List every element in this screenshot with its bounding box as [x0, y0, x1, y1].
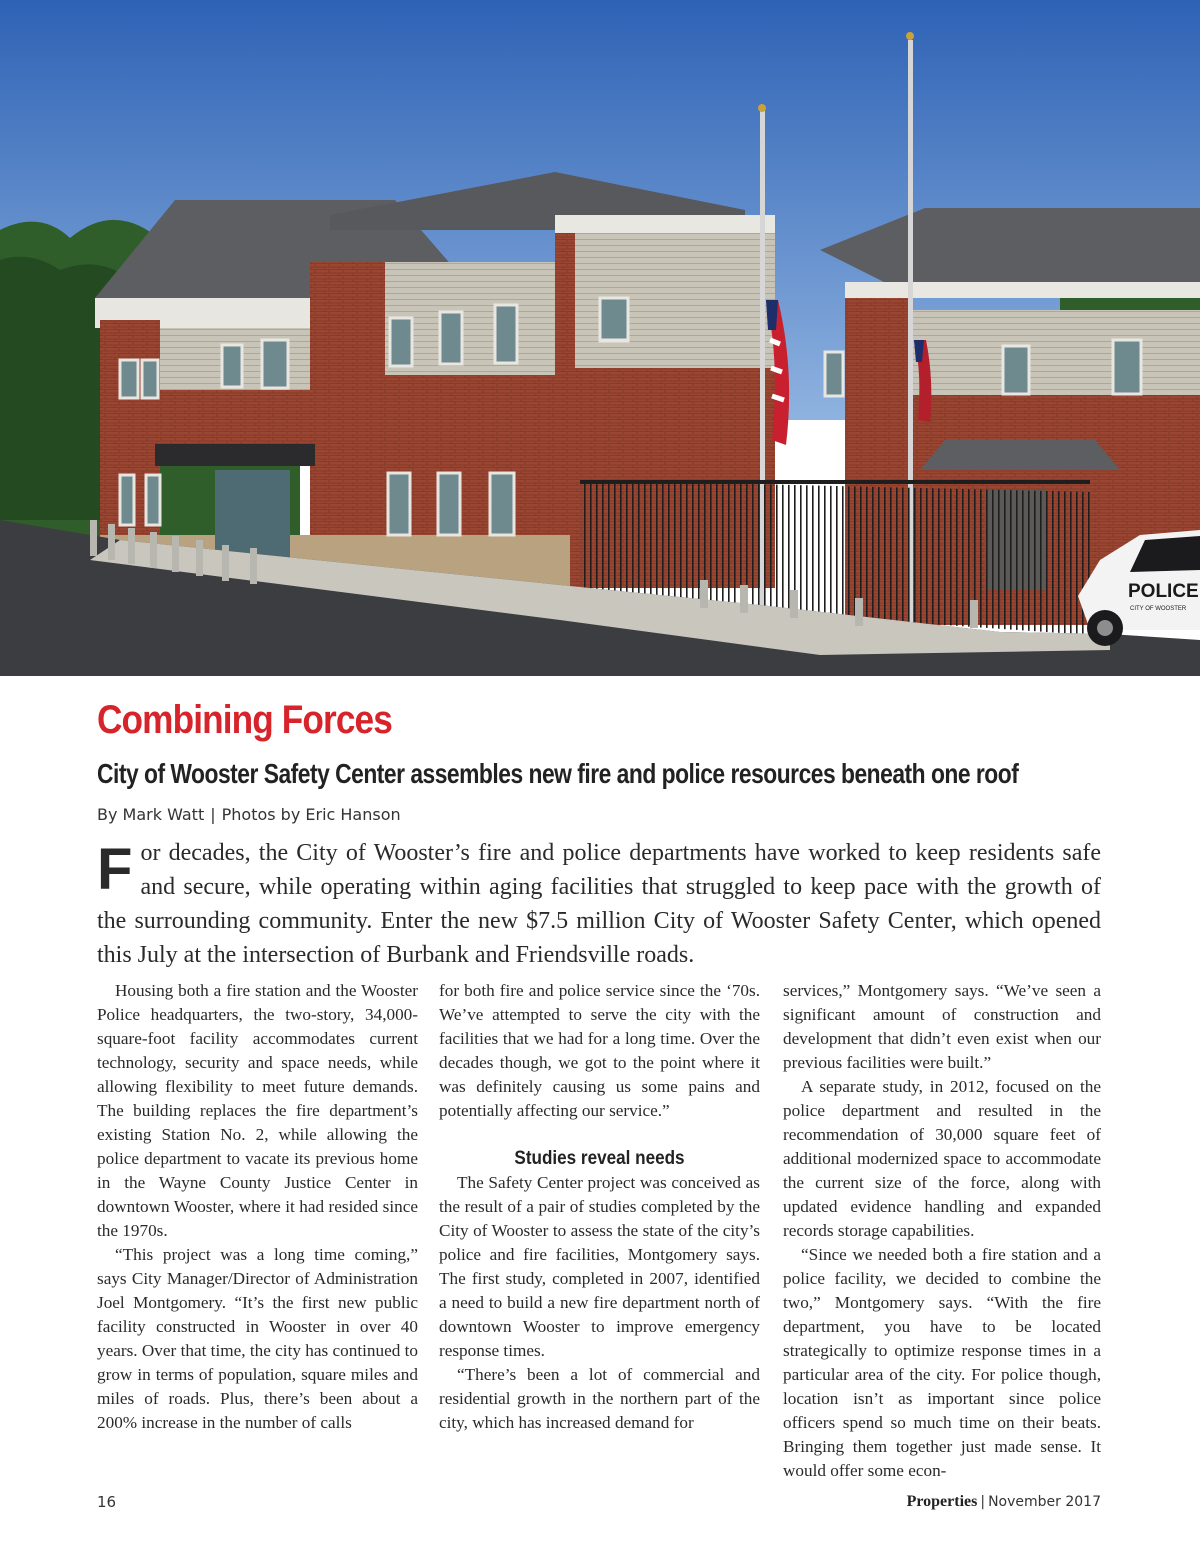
body-paragraph: A separate study, in 2012, focused on the police department and resulted in the recommendation of 30,000 square feet of additional modernized space to accommodate the current size of the force, along with updated evidence handling and expanded records storage capabilities. [783, 1077, 1101, 1240]
page-number: 16 [97, 1493, 117, 1511]
body-paragraph: Housing both a fire station and the Wooster Police headquarters, the two-story, 34,000-square-foot facility accommodates current technology, security and space needs, while allowing flexibility to meet future demands. The building replaces the fire department’s existing Station No. 2, while allowing the police department to vacate its previous home in the Wayne County Justice Center in downtown Wooster, where it had resided since the 1970s. [97, 981, 418, 1240]
body-paragraph: “This project was a long time coming,” says City Manager/Director of Administration Joel Montgomery. “It’s the first new public facility constructed in Wooster in over 40 years. Over that time, the city has continued to grow in terms of population, square miles and miles of roads. Plus, there’s been about a 200% increase in the number of calls [97, 1245, 418, 1432]
column-1 [97, 979, 418, 1435]
article-subtitle: City of Wooster Safety Center assembles new fire and police resources beneath one roof [97, 758, 1019, 789]
car-decal-subtext: CITY OF WOOSTER [1130, 606, 1187, 612]
column-3 [783, 979, 1101, 1483]
body-paragraph: services,” Montgomery says. “We’ve seen a significant amount of construction and development that didn’t even exist when our previous facilities were built.” [783, 981, 1101, 1072]
issue-date: November 2017 [988, 1494, 1101, 1510]
article-body [97, 979, 1101, 1479]
body-paragraph: The Safety Center project was conceived as the result of a pair of studies completed by the City of Wooster to assess the state of the city’s police and fire facilities, Montgomery says. The first study, completed in 2007, identified a need to build a new fire department north of downtown Wooster to improve emergency response times. [439, 1173, 760, 1360]
section-heading: Studies reveal needs [514, 1148, 685, 1169]
hero-photo [0, 0, 1200, 676]
byline-photos: Photos by Eric Hanson [221, 805, 401, 824]
lede-text: or decades, the City of Wooster’s fire and police departments have worked to keep residents safe and secure, while operating within aging facilities that struggled to keep pace with the growth of the surrounding community. Enter the new $7.5 million City of Wooster Safety Center, which opened this July at the intersection of Burbank and Friendsville roads. [97, 840, 1101, 968]
column-2 [439, 979, 760, 1435]
byline-author: By Mark Watt [97, 805, 205, 824]
body-paragraph: “Since we needed both a fire station and a police facility, we decided to combine the two,” Montgomery says. “With the fire department, you have to be located strategically to optimize response times in a particular area of the city. For police though, location isn’t as important since police officers spend so much time on their beats. Bringing them together just made sense. It would offer some econ- [783, 1245, 1101, 1480]
article-title: Combining Forces [97, 698, 392, 742]
lede-paragraph [97, 836, 1101, 972]
byline [97, 803, 401, 827]
byline-separator: | [210, 805, 216, 824]
drop-cap: F [97, 837, 133, 902]
footer-publication [907, 1492, 1101, 1512]
magazine-name: Properties [906, 1493, 978, 1510]
footer-separator: | [980, 1494, 986, 1510]
body-paragraph: for both fire and police service since the ‘70s. We’ve attempted to serve the city with the facilities that we had for a long time. Over the decades though, we got to the point where it was definitely causing us some pains and potentially affecting our service.” [439, 981, 760, 1120]
car-decal-text: POLICE [1128, 581, 1199, 602]
body-paragraph: “There’s been a lot of commercial and residential growth in the northern part of the city, which has increased demand for [439, 1365, 760, 1432]
